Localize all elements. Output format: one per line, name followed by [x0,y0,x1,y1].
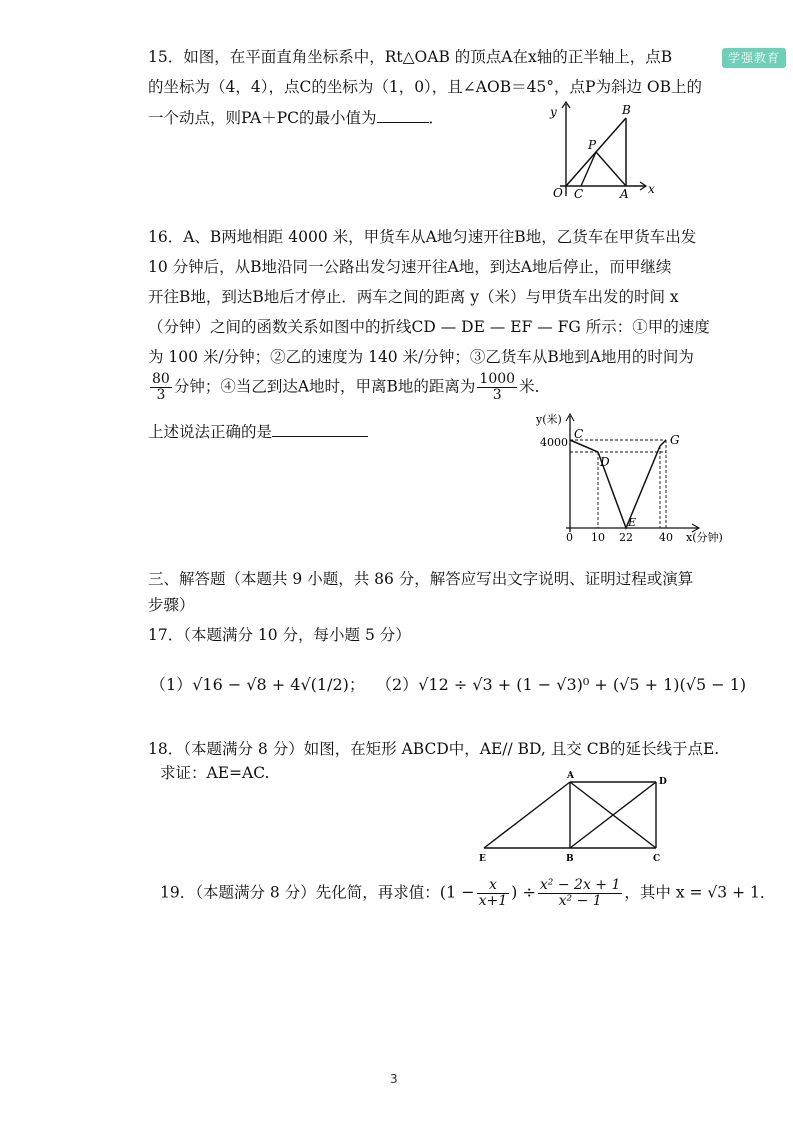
q16-label-E: E [628,516,637,529]
q15-segment-PC [581,152,596,186]
q15-line-3-text: 一个动点，则PA＋PC的最小值为 [148,109,377,127]
q17-part-1 [150,674,365,696]
q19-line [160,878,775,909]
q15-label-C: C [574,187,584,201]
q15-answer-blank [377,106,429,123]
q18-label-C: C [653,854,661,864]
q16-frac2-den: 3 [492,387,502,403]
q16-label-D: D [600,455,610,469]
q16-line-7 [148,420,368,443]
q16-tick-40: 40 [659,531,673,544]
q17-title: 17．（本题满分 10 分，每小题 5 分） [148,626,411,644]
q15-label-A: A [620,187,629,201]
q15-figure [528,98,658,202]
q18-label-B: B [566,854,574,864]
q16-xlabel: x(分钟) [686,531,723,544]
brand-logo: 学强教育 [722,48,786,68]
q17-part-2-label: （2） [376,675,419,694]
q16-tick-10: 10 [591,531,605,544]
q16-frac1-num: 80 [152,371,170,387]
q18-label-A: A [567,771,574,781]
q19-fraction-2 [538,878,622,909]
q19-expr-a: (1 − [439,882,475,902]
q15-segment-PA [596,152,626,186]
q16-line-2: 10 分钟后，从B地沿同一公路出发匀速开往A地，到达A地后停止，而甲继续 [148,258,672,276]
q15-line-1: 15．如图，在平面直角坐标系中，Rt△OAB 的顶点A在x轴的正半轴上，点B [148,48,673,66]
q19-f1-den: x+1 [478,893,508,909]
q19-text-a: 19．（本题满分 8 分）先化简，再求值： [160,883,440,902]
section3-line-1: 三、解答题（本题共 9 小题，共 86 分，解答应写出文字说明、证明过程或演算 [148,570,694,588]
q19-f2-den: x² − 1 [558,893,602,909]
q16-line-5: 为 100 米/分钟；②乙的速度为 140 米/分钟；③乙货车从B地到A地用的时间为 [148,348,694,366]
q16-line-6 [148,372,550,403]
q16-tick-4000: 4000 [540,436,568,449]
q18-figure [474,768,674,866]
q16-chart [528,408,738,546]
section3-line-2: 步骤） [148,596,195,614]
q19-f1-num: x [477,878,510,894]
q18-segment-AE [484,782,570,848]
q16-line-3: 开往B地，到达B地后才停止．两车之间的距离 y（米）与甲货车出发的时间 x [148,288,679,306]
q15-label-y: y [550,105,557,119]
q15-line-3 [148,106,444,129]
q15-label-O: O [553,186,563,200]
q17-part-1-expr: √16 − √8 + 4√(1/2) [192,675,349,694]
q16-ylabel: y(米) [536,413,562,426]
q16-line-1: 16．A、B两地相距 4000 米，甲货车从A地匀速开往B地，乙货车在甲货车出发 [148,228,697,246]
q16-frac2-num: 1000 [479,371,516,387]
q17-part-2 [376,674,746,696]
q16-answer-blank [272,420,368,437]
q18-line-1: 18．（本题满分 8 分）如图，在矩形 ABCD中，AE// BD, 且交 CB的延长线于点E. [148,740,720,758]
q16-tick-0: 0 [566,531,573,544]
q15-line-2: 的坐标为（4，4），点C的坐标为（1，0），且∠AOB＝45°，点P为斜边 OB上的 [148,78,703,96]
q16-polyline-CDEFG [570,440,666,528]
q15-label-B: B [622,103,631,117]
q15-line-3-end: ． [428,109,445,127]
q15-label-P: P [588,138,597,152]
q16-line-4: （分钟）之间的函数关系如图中的折线CD — DE — EF — FG 所示：①甲的速度 [148,318,710,336]
q19-expr-b: ) ÷ [511,882,536,902]
q15-label-x: x [648,182,655,196]
q17-part-1-label: （1） [150,675,193,694]
q16-tick-22: 22 [619,531,633,544]
q16-fraction-1000-3 [477,372,517,403]
q17-part-2-expr: √12 ÷ √3 + (1 − √3)⁰ + (√5 + 1)(√5 − 1) [418,675,747,694]
q16-fraction-80-3 [150,372,172,403]
q16-line-7-text: 上述说法正确的是 [148,423,273,441]
q16-label-G: G [670,433,680,447]
q18-line-2: 求证：AE=AC. [160,764,270,782]
q16-line-6-a: 分钟；④当乙到达A地时，甲离B地的距离为 [173,377,476,396]
q19-f2-num: x² − 2x + 1 [539,877,621,893]
q16-frac1-den: 3 [156,387,166,403]
q17-part-1-end: ； [348,675,365,694]
q18-label-D: D [659,777,667,787]
q16-line-6-b: 米． [519,377,551,396]
q19-text-b: ，其中 x = √3 + 1． [624,883,776,902]
q19-fraction-1 [477,878,510,909]
q16-label-C: C [574,427,584,441]
page-number: 3 [390,1072,398,1086]
q18-label-E: E [479,854,486,864]
